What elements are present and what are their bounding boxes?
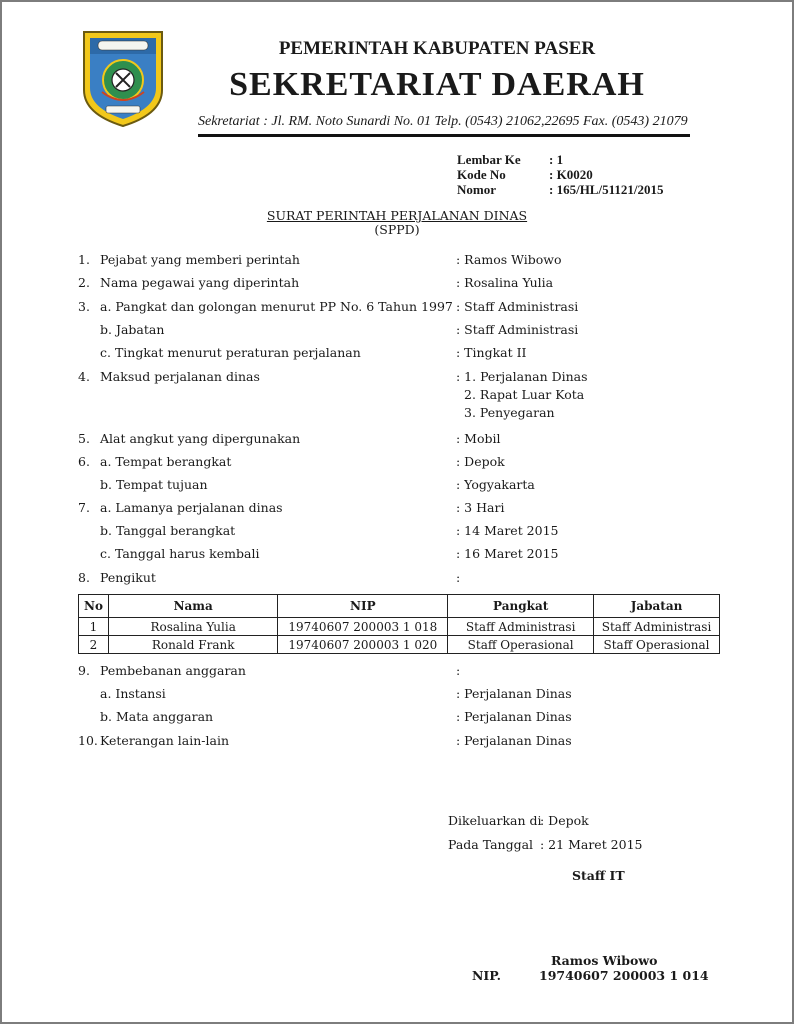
table-cell: 19740607 200003 1 020 bbox=[278, 636, 448, 654]
item-number: 5. bbox=[78, 431, 90, 446]
purpose-item: 3. Penyegaran bbox=[464, 405, 555, 420]
item-value: : Perjalanan Dinas bbox=[456, 709, 572, 724]
table-cell: 2 bbox=[79, 636, 109, 654]
table-cell: Ronald Frank bbox=[108, 636, 277, 654]
item-label: c. Tingkat menurut peraturan perjalanan bbox=[100, 345, 361, 360]
item-label: a. Instansi bbox=[100, 686, 166, 701]
issued-place-label: Dikeluarkan di bbox=[448, 813, 542, 828]
item-number: 6. bbox=[78, 454, 90, 469]
signer-name: Ramos Wibowo bbox=[551, 953, 658, 968]
header-department: SEKRETARIAT DAERAH bbox=[229, 66, 645, 103]
table-cell: 1 bbox=[79, 618, 109, 636]
item-label: c. Tanggal harus kembali bbox=[100, 546, 260, 561]
nip-label: NIP. bbox=[472, 968, 501, 983]
table-row bbox=[79, 636, 720, 654]
item-value: : Mobil bbox=[456, 431, 501, 446]
column-header-jabatan: Jabatan bbox=[594, 595, 720, 618]
table-cell: Staff Operasional bbox=[448, 636, 594, 654]
column-header-nama: Nama bbox=[108, 595, 277, 618]
item-label: a. Lamanya perjalanan dinas bbox=[100, 500, 283, 515]
item-label: Pembebanan anggaran bbox=[100, 663, 246, 678]
item-number: 8. bbox=[78, 570, 90, 585]
item-value: : 1. Perjalanan Dinas bbox=[456, 369, 588, 384]
document-subtitle: (SPPD) bbox=[374, 222, 420, 237]
nomor-value: : 165/HL/51121/2015 bbox=[549, 182, 664, 197]
item-label: Keterangan lain-lain bbox=[100, 733, 229, 748]
item-value: : Perjalanan Dinas bbox=[456, 686, 572, 701]
item-number: 10. bbox=[78, 733, 98, 748]
item-number: 9. bbox=[78, 663, 90, 678]
item-value: : Staff Administrasi bbox=[456, 299, 579, 314]
table-cell: Staff Operasional bbox=[594, 636, 720, 654]
item-label: a. Tempat berangkat bbox=[100, 454, 232, 469]
item-value: : bbox=[456, 663, 461, 678]
table-cell: Staff Administrasi bbox=[594, 618, 720, 636]
lembar-label: Lembar Ke bbox=[457, 152, 521, 167]
item-value: : Rosalina Yulia bbox=[456, 275, 554, 290]
item-value: : 16 Maret 2015 bbox=[456, 546, 559, 561]
table-cell: 19740607 200003 1 018 bbox=[278, 618, 448, 636]
item-value: : bbox=[456, 570, 461, 585]
item-label: b. Jabatan bbox=[100, 322, 165, 337]
item-value: : Yogyakarta bbox=[456, 477, 535, 492]
item-label: Pengikut bbox=[100, 570, 156, 585]
item-label: b. Tempat tujuan bbox=[100, 477, 208, 492]
item-value: : Depok bbox=[456, 454, 505, 469]
purpose-item: 2. Rapat Luar Kota bbox=[464, 387, 585, 402]
issued-date-value: : 21 Maret 2015 bbox=[540, 837, 643, 852]
column-header-nip: NIP bbox=[278, 595, 448, 618]
item-value: : Perjalanan Dinas bbox=[456, 733, 572, 748]
kode-value: : K0020 bbox=[549, 167, 593, 182]
item-number: 2. bbox=[78, 275, 90, 290]
item-label: Alat angkut yang dipergunakan bbox=[100, 431, 301, 446]
lembar-value: : 1 bbox=[549, 152, 564, 167]
item-label: Nama pegawai yang diperintah bbox=[100, 275, 300, 290]
item-label: Pejabat yang memberi perintah bbox=[100, 252, 300, 267]
item-label: Maksud perjalanan dinas bbox=[100, 369, 260, 384]
header-divider bbox=[198, 134, 690, 137]
item-value: : Staff Administrasi bbox=[456, 322, 579, 337]
item-number: 7. bbox=[78, 500, 90, 515]
item-label: a. Pangkat dan golongan menurut PP No. 6 Tahun 1997 bbox=[100, 299, 453, 314]
item-value: : 14 Maret 2015 bbox=[456, 523, 559, 538]
item-number: 4. bbox=[78, 369, 90, 384]
item-value: : Ramos Wibowo bbox=[456, 252, 562, 267]
issued-place-value: : Depok bbox=[540, 813, 589, 828]
table-cell: Rosalina Yulia bbox=[108, 618, 277, 636]
item-value: : Tingkat II bbox=[456, 345, 527, 360]
column-header-pangkat: Pangkat bbox=[448, 595, 594, 618]
item-value: : 3 Hari bbox=[456, 500, 505, 515]
item-label: b. Mata anggaran bbox=[100, 709, 214, 724]
item-number: 1. bbox=[78, 252, 90, 267]
header-organization: PEMERINTAH KABUPATEN PASER bbox=[278, 38, 596, 59]
signer-position: Staff IT bbox=[572, 868, 625, 883]
column-header-no: No bbox=[79, 595, 109, 618]
table-header-row bbox=[79, 595, 720, 618]
nomor-label: Nomor bbox=[457, 182, 496, 197]
table-row bbox=[79, 618, 720, 636]
nip-value: 19740607 200003 1 014 bbox=[539, 968, 709, 983]
table-cell: Staff Administrasi bbox=[448, 618, 594, 636]
document-title: SURAT PERINTAH PERJALANAN DINAS bbox=[266, 208, 528, 223]
kode-label: Kode No bbox=[457, 167, 506, 182]
item-number: 3. bbox=[78, 299, 90, 314]
followers-table bbox=[78, 594, 720, 654]
item-label: b. Tanggal berangkat bbox=[100, 523, 236, 538]
header-address: Sekretariat : Jl. RM. Noto Sunardi No. 01 Telp. (0543) 21062,22695 Fax. (0543) 21079 bbox=[198, 114, 688, 129]
issued-date-label: Pada Tanggal bbox=[448, 837, 534, 852]
